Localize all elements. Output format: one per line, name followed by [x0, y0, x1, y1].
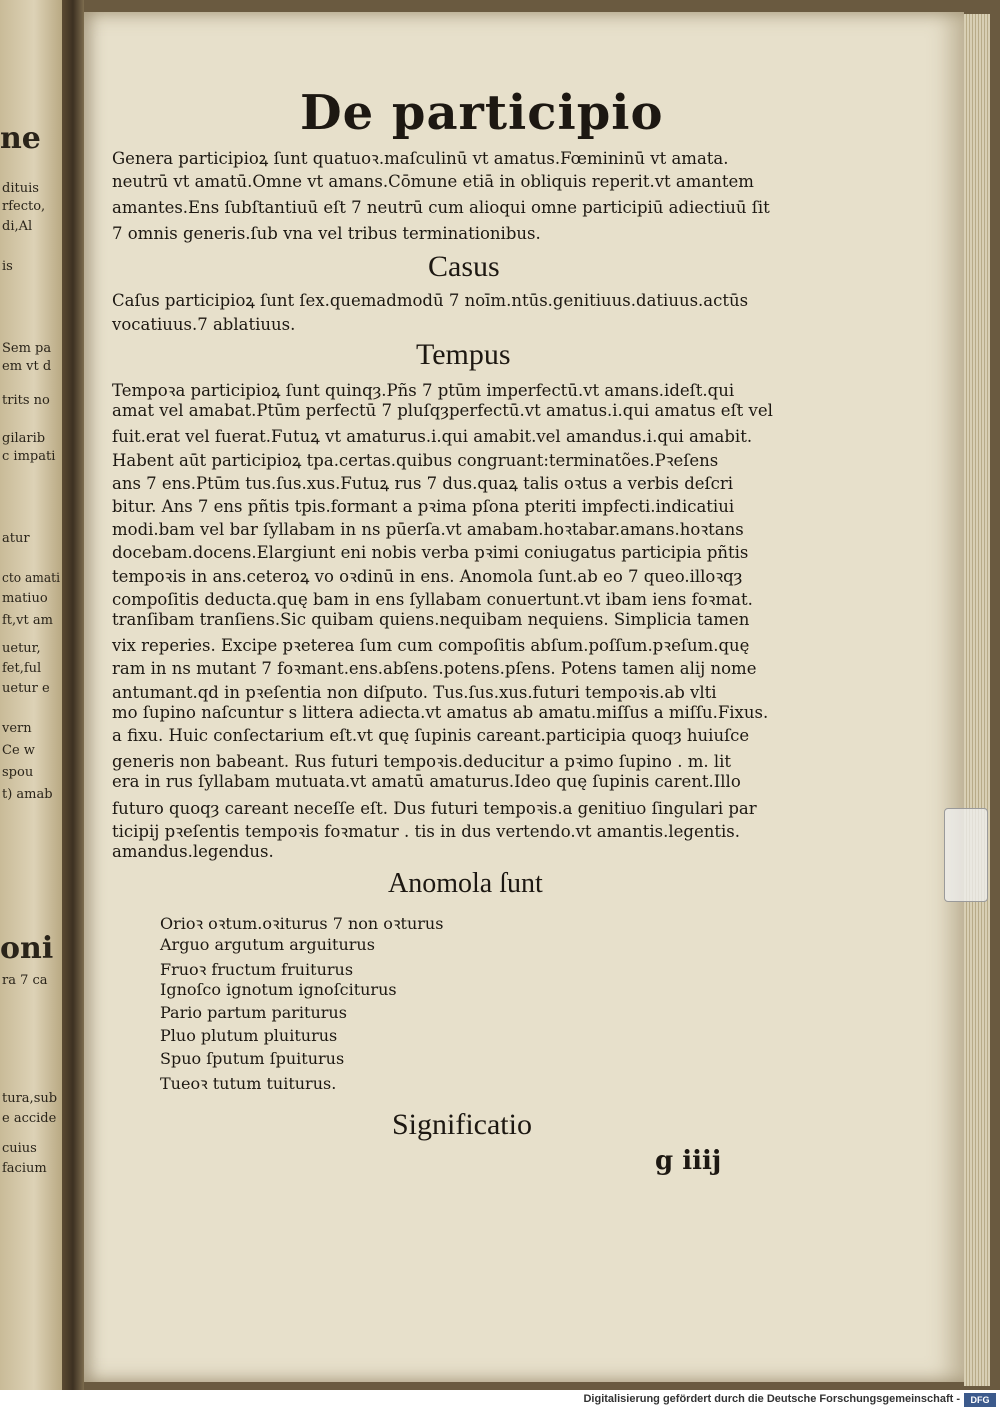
text-line: mo ſupino naſcuntur s littera adiecta.vt amatus ab amatu.miſſus a miſſu.Fixus.: [112, 702, 769, 722]
left-page-fragment: ne: [0, 121, 41, 156]
anomola-item: Pario partum pariturus: [160, 1003, 347, 1023]
text-line: modi.bam vel bar ſyllabam in ns pūerſa.vt amabam.hoꝛtabar.amans.hoꝛtans: [112, 520, 744, 540]
text-line: bitur. Ans 7 ens pñtis tpis.formant a pꝛima pſona pteriti impfecti.indicatiui: [112, 497, 735, 516]
bookmark-strip: [944, 808, 988, 902]
text-line: era in rus ſyllabam mutuata.vt amatū amaturus.Ideo quę ſupinis carent.Illo: [112, 772, 741, 792]
text-line: ticipij pꝛeſentis tempoꝛis foꝛmatur . tis in dus vertendo.vt amantis.legentis.: [112, 821, 740, 841]
text-line: tempoꝛis in ans.ceteroꝝ vo oꝛdinū in ens. Anomola ſunt.ab eo 7 queo.illoꝛqȝ: [112, 566, 743, 586]
left-page-fragment: uetur,: [2, 641, 41, 656]
left-page-fragment: facium: [2, 1161, 47, 1176]
text-line: compoſitis deducta.quę bam in ens ſyllabam conuertunt.vt ibam iens foꝛmat.: [112, 589, 753, 609]
left-page-fragment: matiuo: [2, 591, 48, 606]
heading-tempus: Tempus: [416, 338, 511, 371]
left-page-fragment: atur: [2, 531, 30, 546]
left-page-fragment: fet,ful: [2, 661, 42, 676]
text-line: generis non babeant. Rus futuri tempoꝛis.deducitur a pꝛimo ſupino . m. lit: [112, 752, 732, 772]
dfg-logo: DFG: [964, 1393, 996, 1407]
left-page-fragment: tura,sub: [2, 1091, 58, 1106]
signature-mark: g iiij: [655, 1146, 722, 1176]
left-page-fragment: is: [2, 259, 13, 274]
footer-bar: [0, 1390, 1000, 1411]
text-line: vocatiuus.7 ablatiuus.: [112, 315, 296, 334]
heading-anomola: Anomola ſunt: [388, 868, 543, 899]
text-line: amat vel amabat.Ptūm perfectū 7 pluſqȝperfectū.vt amatus.i.qui amatus eſt vel: [112, 401, 773, 421]
left-page-fragment: Sem pa: [2, 341, 52, 356]
anomola-item: Arguo argutum arguiturus: [160, 934, 375, 954]
text-line: fuit.erat vel fuerat.Futuꝝ vt amaturus.i.qui amabit.vel amandus.i.qui amabit.: [112, 427, 753, 447]
left-page-fragment: cuius: [2, 1141, 37, 1156]
left-page-fragment: trits no: [2, 393, 50, 408]
page-edges: [964, 14, 990, 1386]
text-line: docebam.docens.Elargiunt eni nobis verba pꝛimi coniugatus participia pñtis: [112, 543, 749, 563]
text-line: Genera participioꝝ ſunt quatuoꝛ.maſculinū vt amatus.Fœmininū vt amata.: [112, 149, 729, 168]
left-page-fragment: em vt d: [2, 359, 52, 374]
left-page-fragment: vern: [2, 721, 32, 736]
footer-credit: Digitalisierung gefördert durch die Deutsche Forschungsgemeinschaft -: [583, 1393, 960, 1405]
left-page-fragment: ra 7 ca: [2, 973, 48, 988]
page-title: De participio: [300, 85, 664, 141]
left-page-fragment: t) amab: [2, 787, 53, 802]
text-line: antumant.qd in pꝛeſentia non diſputo. Tus.ſus.xus.futuri tempoꝛis.ab vlti: [112, 682, 717, 702]
text-line: amantes.Ens ſubſtantiuū eſt 7 neutrū cum alioqui omne participiū adiectiuū ſit: [112, 198, 770, 217]
text-line: Tempoꝛa participioꝝ ſunt quinqȝ.Pñs 7 ptūm imperfectū.vt amans.ideſt.qui: [112, 381, 735, 400]
text-line: Habent aūt participioꝝ tpa.certas.quibus congruant:terminatões.Pꝛeſens: [112, 450, 719, 470]
left-page-fragment: cto amati: [2, 571, 60, 586]
left-page-fragment: dituis: [2, 181, 39, 196]
text-line: amandus.legendus.: [112, 842, 274, 861]
left-page-fragment: oni: [0, 931, 54, 966]
text-line: Caſus participioꝝ ſunt ſex.quemadmodū 7 noīm.ntūs.genitiuus.datiuus.actūs: [112, 291, 749, 310]
text-line: ram in ns mutant 7 foꝛmant.ens.abſens.potens.pſens. Potens tamen alij nome: [112, 659, 757, 679]
text-line: a fixu. Huic conſectarium eſt.vt quę ſupinis careant.participia quoqȝ huiuſce: [112, 726, 750, 745]
left-page-fragment: c impati: [2, 449, 56, 464]
anomola-item: Pluo plutum pluiturus: [160, 1026, 338, 1045]
anomola-item: Spuo ſputum ſpuiturus: [160, 1048, 345, 1068]
anomola-item: Ignoſco ignotum ignoſciturus: [160, 980, 397, 1000]
anomola-item: Fruoꝛ fructum fruiturus: [160, 959, 354, 979]
text-line: 7 omnis generis.ſub vna vel tribus terminationibus.: [112, 224, 541, 243]
heading-casus: Casus: [428, 250, 500, 283]
text-line: futuro quoqȝ careant neceſſe eſt. Dus futuri tempoꝛis.a genitiuo ſingulari par: [112, 798, 757, 818]
left-page-fragment: ft,vt am: [2, 613, 53, 628]
left-page-fragment: uetur e: [2, 681, 50, 696]
book-gutter: [62, 0, 84, 1390]
left-page-fragment: e accide: [2, 1111, 57, 1126]
left-page-fragment: gilarib: [2, 431, 46, 446]
text-line: vix reperies. Excipe pꝛeterea ſum cum compoſitis abſum.poſſum.pꝛeſum.quę: [112, 636, 750, 656]
heading-significatio: Significatio: [392, 1108, 532, 1141]
text-line: ans 7 ens.Ptūm tus.ſus.xus.Futuꝝ rus 7 dus.quaꝝ talis oꝛtus a verbis deſcri: [112, 473, 734, 493]
text-line: tranſibam tranſiens.Sic quibam quiens.nequibam nequiens. Simplicia tamen: [112, 610, 750, 629]
anomola-item: Orioꝛ oꝛtum.oꝛiturus 7 non oꝛturus: [160, 914, 444, 933]
left-page-fragment: spou: [2, 765, 34, 780]
text-line: neutrū vt amatū.Omne vt amans.Cōmune etiā in obliquis reperit.vt amantem: [112, 172, 754, 191]
left-page-fragment: di,Al: [2, 219, 33, 234]
anomola-item: Tueoꝛ tutum tuiturus.: [160, 1073, 337, 1093]
left-page-fragment: rfecto,: [2, 199, 46, 214]
left-page-fragment: Ce w: [2, 743, 35, 758]
